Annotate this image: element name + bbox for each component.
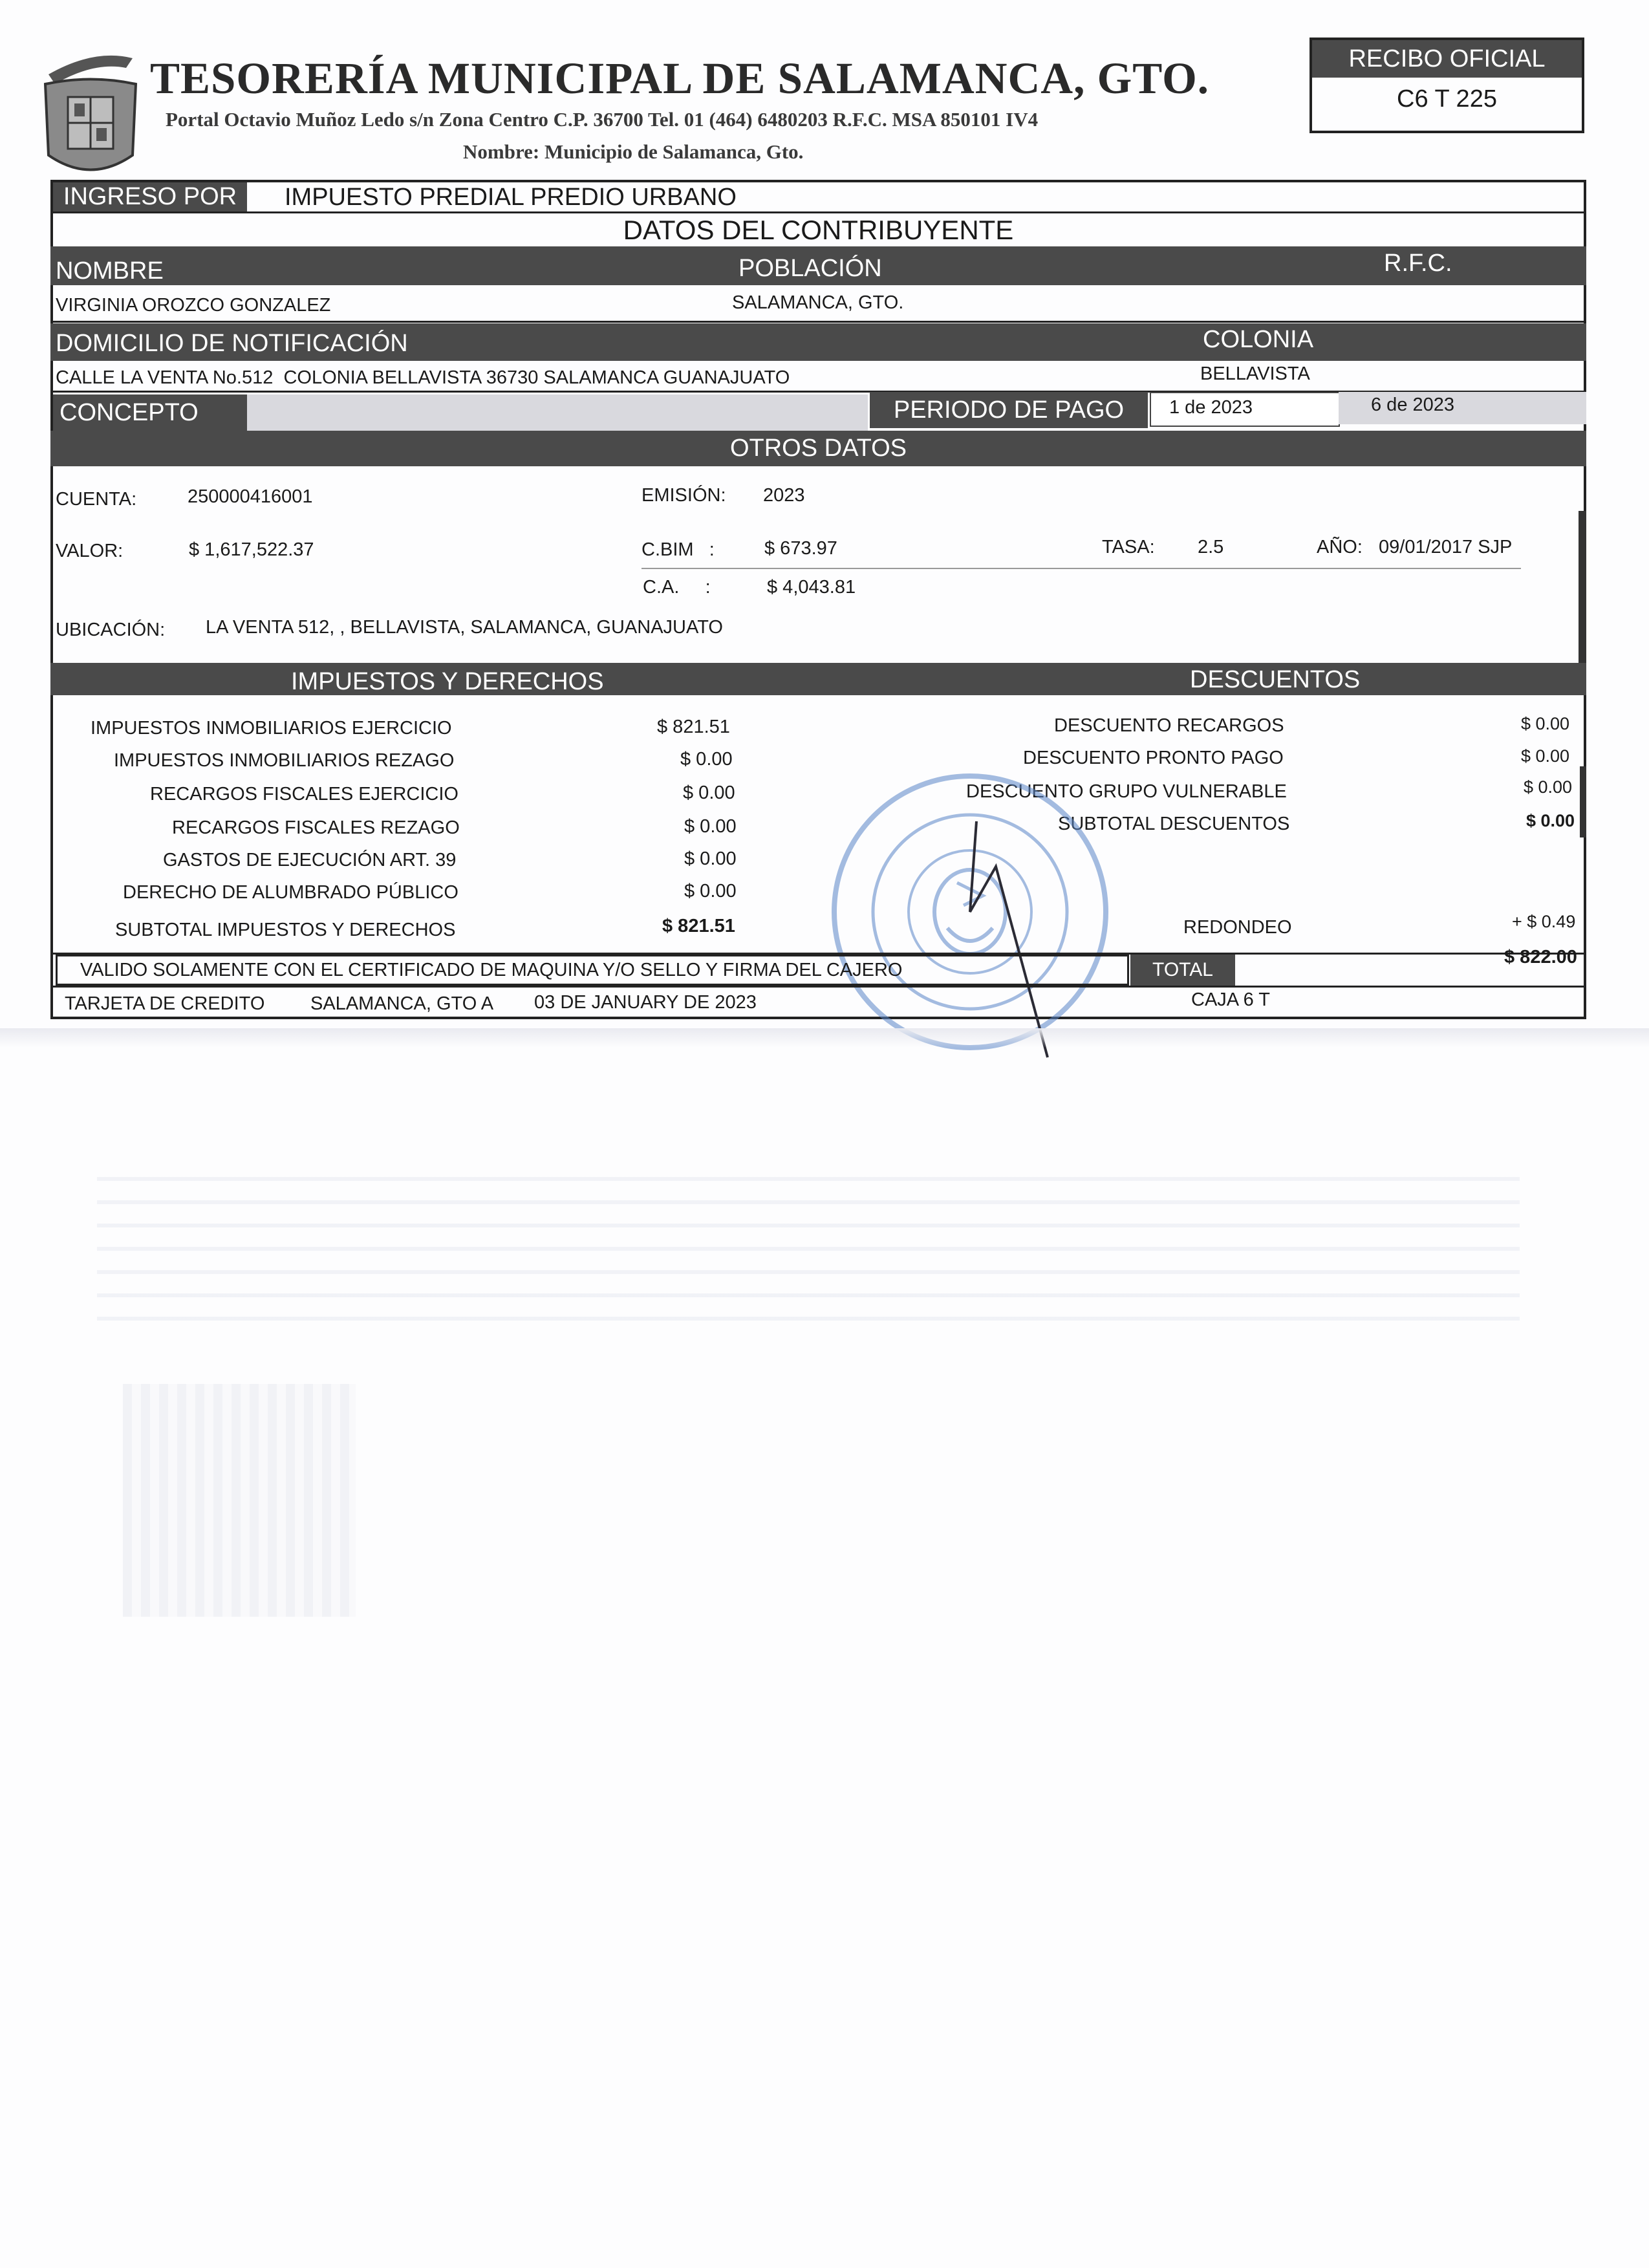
tasa-value: 2.5 (1198, 537, 1224, 557)
domicilio-label: DOMICILIO DE NOTIFICACIÓN (56, 330, 408, 357)
nombre-label: NOMBRE (56, 257, 164, 285)
ubicacion-label: UBICACIÓN: (56, 620, 166, 640)
bleed-through-block (97, 1158, 1520, 1326)
descuento-label: DESCUENTO RECARGOS (1054, 715, 1284, 736)
treasury-title: TESORERÍA MUNICIPAL DE SALAMANCA, GTO. (150, 54, 1210, 103)
cashier-box: CAJA 6 T (1191, 989, 1270, 1010)
cuenta-value: 250000416001 (188, 486, 313, 507)
descuento-label: DESCUENTO GRUPO VULNERABLE (966, 781, 1287, 802)
poblacion-value: SALAMANCA, GTO. (732, 292, 904, 313)
subtotal-descuentos-value: $ 0.00 (1526, 811, 1575, 830)
qr-code-ghost (123, 1384, 356, 1617)
torn-page-edge (0, 1028, 1649, 1048)
divider-line (641, 568, 1521, 569)
validity-text: VALIDO SOLAMENTE CON EL CERTIFICADO DE MAQUINA Y/O SELLO Y FIRMA DEL CAJERO (80, 960, 903, 980)
subtotal-impuestos-value: $ 821.51 (662, 916, 735, 936)
redondeo-label: REDONDEO (1183, 917, 1292, 938)
periodo-label: PERIODO DE PAGO (870, 392, 1148, 428)
impuesto-value: $ 0.00 (684, 881, 737, 902)
impuesto-value: $ 821.51 (657, 717, 730, 737)
nombre-value: VIRGINIA OROZCO GONZALEZ (56, 295, 331, 316)
impuesto-value: $ 0.00 (680, 749, 733, 770)
descuento-value: $ 0.00 (1521, 714, 1570, 733)
right-margin-bar-2 (1580, 766, 1586, 837)
ubicacion-value: LA VENTA 512, , BELLAVISTA, SALAMANCA, GUANAJUATO (206, 617, 723, 638)
valor-value: $ 1,617,522.37 (189, 539, 314, 560)
impuesto-label: GASTOS DE EJECUCIÓN ART. 39 (163, 850, 457, 870)
subtotal-impuestos-label: SUBTOTAL IMPUESTOS Y DERECHOS (115, 920, 456, 940)
official-receipt-label: RECIBO OFICIAL (1312, 40, 1582, 78)
total-label: TOTAL (1130, 955, 1235, 986)
impuestos-section-title: IMPUESTOS Y DERECHOS (291, 668, 604, 695)
anio-label: AÑO: (1317, 537, 1363, 557)
concepto-label: CONCEPTO (53, 394, 247, 431)
ingreso-value: IMPUESTO PREDIAL PREDIO URBANO (285, 184, 737, 211)
right-margin-bar (1579, 511, 1586, 666)
otros-datos-header: OTROS DATOS (50, 431, 1586, 466)
treasury-name: Nombre: Municipio de Salamanca, Gto. (463, 140, 804, 163)
impuesto-label: IMPUESTOS INMOBILIARIOS REZAGO (114, 750, 455, 771)
cuenta-label: CUENTA: (56, 489, 137, 510)
descuento-value: $ 0.00 (1524, 777, 1573, 797)
poblacion-label: POBLACIÓN (738, 255, 882, 282)
colonia-label: COLONIA (1203, 326, 1314, 353)
redondeo-value: + $ 0.49 (1512, 912, 1576, 931)
emision-label: EMISIÓN: (641, 485, 726, 506)
impuesto-label: RECARGOS FISCALES REZAGO (172, 817, 460, 838)
impuesto-value: $ 0.00 (683, 783, 735, 803)
impuesto-label: IMPUESTOS INMOBILIARIOS EJERCICIO (91, 718, 452, 739)
ca-label: C.A. : (643, 577, 711, 598)
impuesto-value: $ 0.00 (684, 816, 737, 837)
municipal-seal (36, 45, 146, 181)
cbim-label: C.BIM : (641, 539, 715, 560)
periodo-hasta: 6 de 2023 (1371, 394, 1455, 415)
concepto-value-area (247, 394, 868, 431)
impuesto-label: RECARGOS FISCALES EJERCICIO (150, 784, 458, 805)
valor-label: VALOR: (56, 541, 124, 561)
contribuyente-section-title: DATOS DEL CONTRIBUYENTE (623, 215, 1014, 245)
emision-value: 2023 (763, 485, 805, 506)
ingreso-label: INGRESO POR (53, 182, 247, 211)
impuesto-label: DERECHO DE ALUMBRADO PÚBLICO (123, 882, 458, 903)
payment-date: 03 DE JANUARY DE 2023 (534, 992, 757, 1013)
subtotal-descuentos-label: SUBTOTAL DESCUENTOS (1058, 814, 1290, 834)
domicilio-value: CALLE LA VENTA No.512 COLONIA BELLAVISTA 36730 SALAMANCA GUANAJUATO (56, 367, 790, 388)
cbim-value: $ 673.97 (764, 538, 837, 559)
total-value: $ 822.00 (1504, 947, 1577, 967)
rfc-label: R.F.C. (1384, 250, 1452, 277)
anio-value: 09/01/2017 SJP (1379, 537, 1513, 557)
payment-place: SALAMANCA, GTO A (310, 993, 494, 1014)
tasa-label: TASA: (1102, 537, 1155, 557)
periodo-desde: 1 de 2023 (1169, 397, 1253, 418)
receipt-number: C6 T 225 (1397, 85, 1497, 113)
ca-value: $ 4,043.81 (767, 577, 856, 598)
descuento-label: DESCUENTO PRONTO PAGO (1023, 748, 1284, 768)
descuento-value: $ 0.00 (1521, 746, 1570, 766)
impuesto-value: $ 0.00 (684, 848, 737, 869)
descuentos-section-title: DESCUENTOS (1190, 666, 1361, 693)
payment-method: TARJETA DE CREDITO (65, 993, 265, 1014)
treasury-address: Portal Octavio Muñoz Ledo s/n Zona Centro C.P. 36700 Tel. 01 (464) 6480203 R.F.C. MSA 850101 IV4 (166, 108, 1039, 131)
colonia-value: BELLAVISTA (1200, 363, 1310, 384)
official-receipt-box (1310, 38, 1584, 133)
cashier-signature (957, 808, 1061, 1061)
